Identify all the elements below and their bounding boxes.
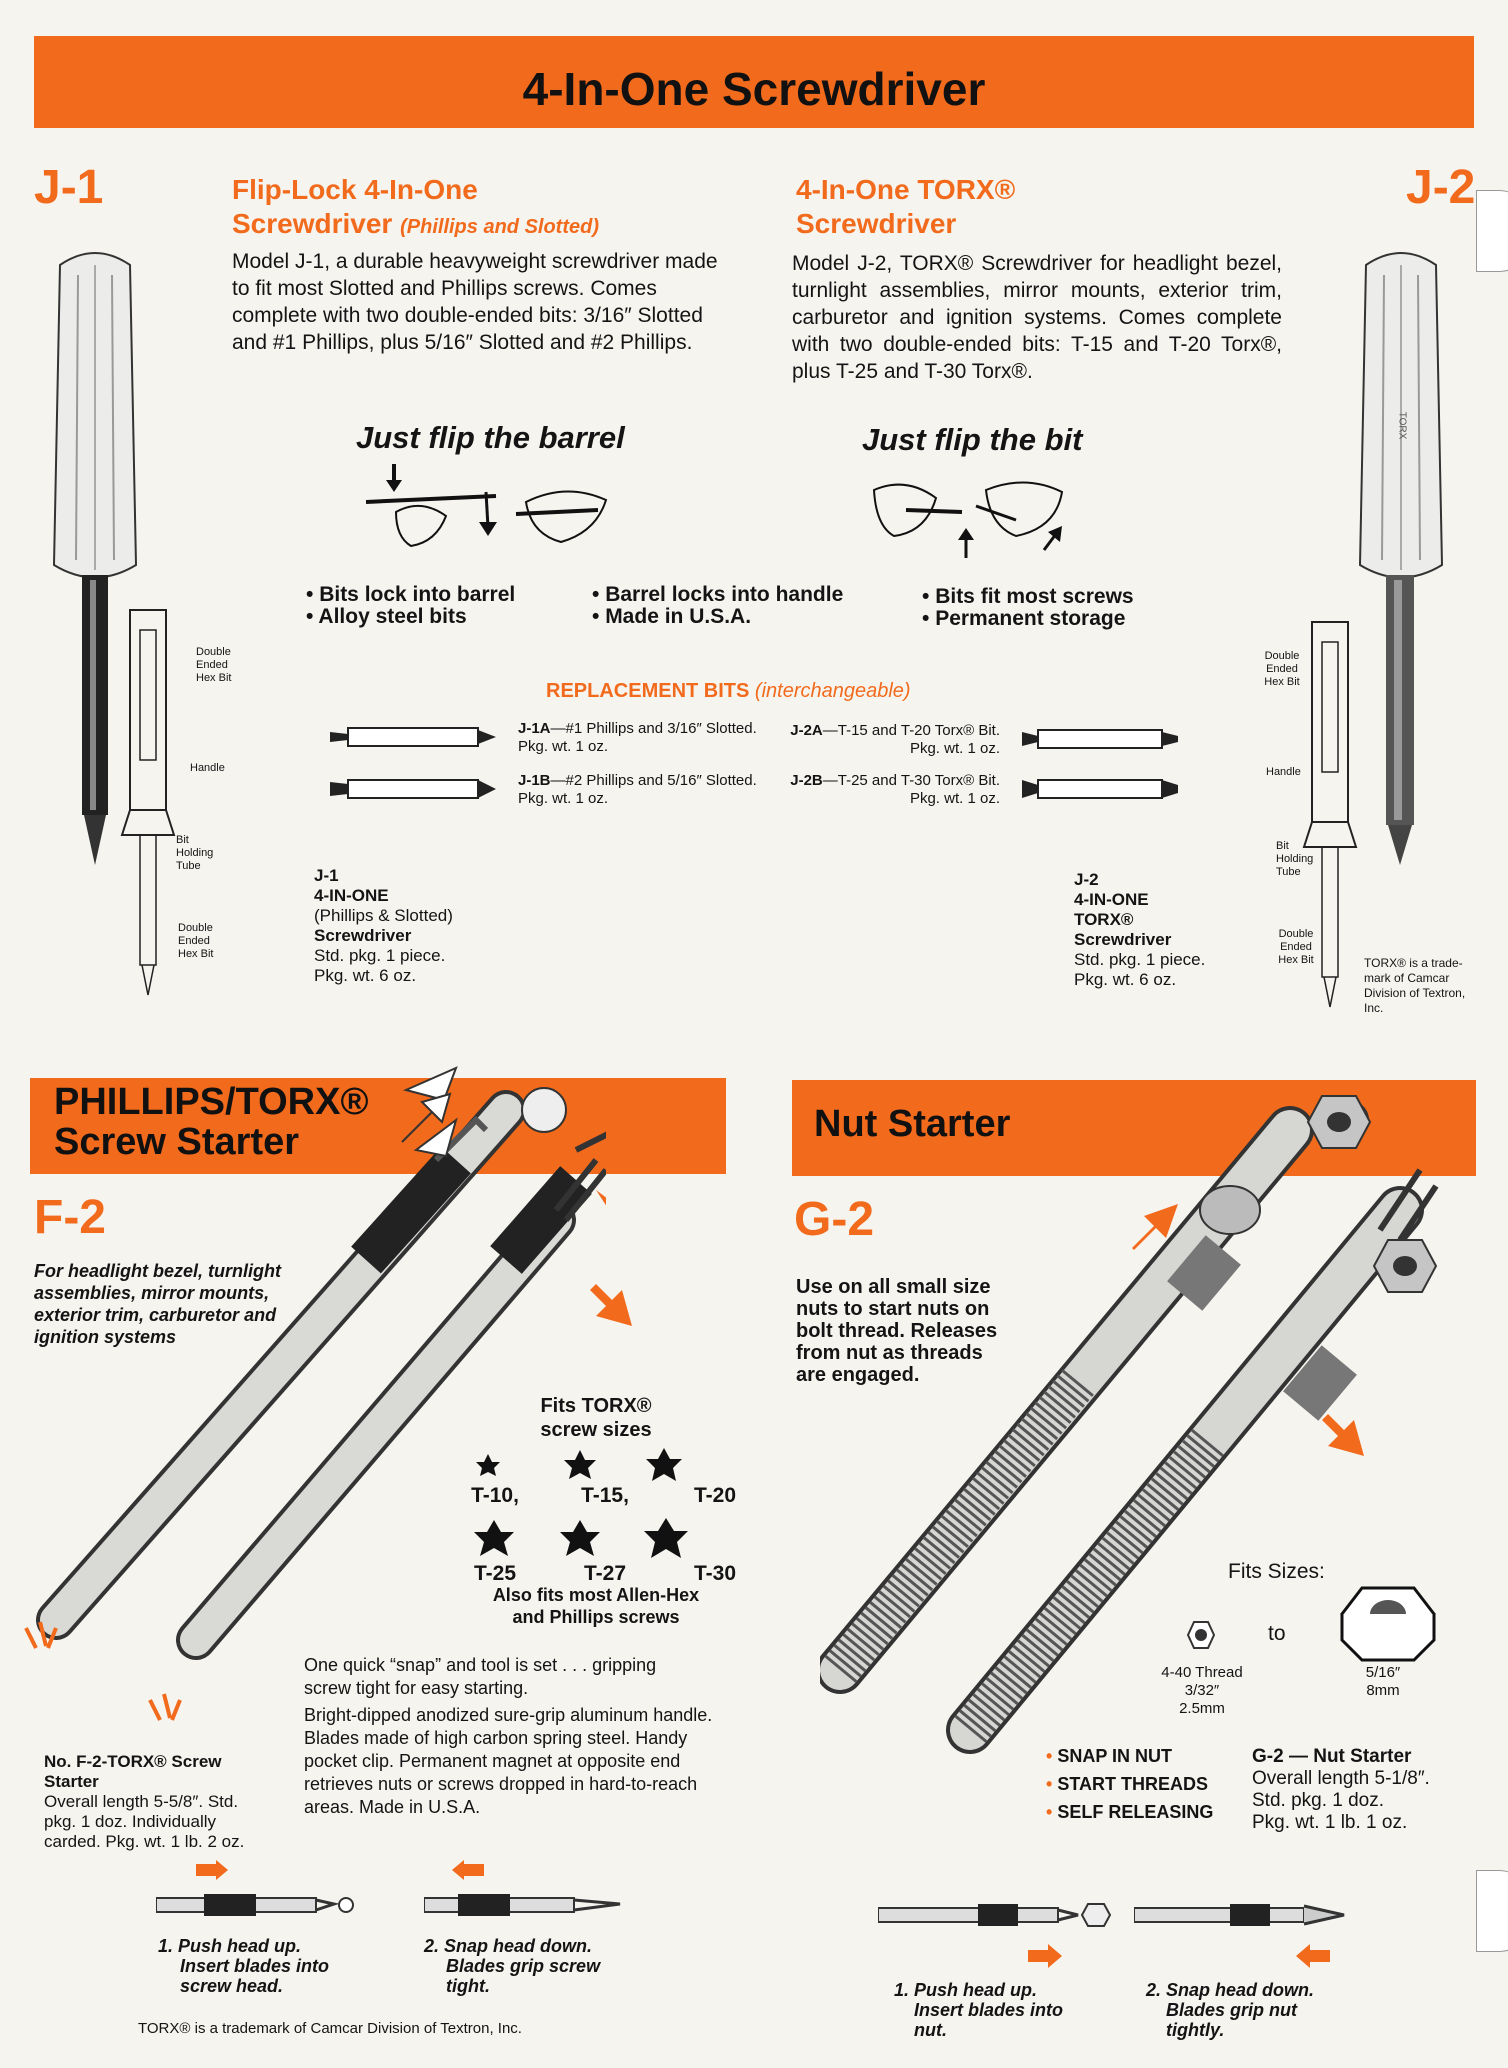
f2-description-p2: Bright-dipped anodized sure-grip aluminum handle. Blades made of high carbon spring steel. Handy pocket clip. Permanent magnet at opposite end retrieves nuts or screws dropped in hard-to-reach areas. Made in U.S.A. xyxy=(304,1705,713,1817)
g2-fits-sizes: Fits Sizes: xyxy=(1228,1560,1325,1583)
j1-flip-hands-illustration xyxy=(366,462,616,552)
bit-j2b-icon xyxy=(1020,774,1180,804)
replacement-weight: Pkg. wt. 1 oz. xyxy=(518,738,609,755)
torx-star-icons-row2 xyxy=(468,1518,698,1564)
replacement-code: J-2B xyxy=(790,772,823,789)
replacement-j1b xyxy=(518,772,757,808)
g2-step2-illustration xyxy=(1134,1896,1374,1972)
feature-item: • Permanent storage xyxy=(922,608,1134,630)
j1-label-bit-top: Double Ended Hex Bit xyxy=(196,646,232,684)
g2-large-size xyxy=(1348,1664,1418,1700)
torx-size-label: T-10, xyxy=(471,1484,519,1507)
binder-hole-top xyxy=(1476,190,1508,272)
j2-flip-caption: Just flip the bit xyxy=(862,422,1083,457)
f2-product-info xyxy=(44,1752,274,1852)
g2-product-line2: Std. pkg. 1 doz. xyxy=(1252,1790,1385,1811)
g2-step2-line1: 2. Snap head down. xyxy=(1146,1980,1315,2000)
g2-step1-line3: nut. xyxy=(914,2020,947,2040)
torx-size-label: T-30 xyxy=(693,1562,737,1585)
f2-spark-icon xyxy=(16,1618,66,1668)
binder-hole-bottom xyxy=(1476,1870,1508,1952)
f2-code: F-2 xyxy=(34,1191,106,1244)
replacement-text: —T-25 and T-30 Torx® Bit. xyxy=(822,772,1000,789)
feature-item: • Bits lock into barrel xyxy=(306,584,515,606)
g2-feature-item: • START THREADS xyxy=(1046,1774,1208,1794)
g2-feature-item: • SNAP IN NUT xyxy=(1046,1746,1172,1766)
bit-j2a-icon xyxy=(1020,724,1180,754)
g2-nut-icon-right xyxy=(1372,1236,1438,1296)
g2-small-size xyxy=(1156,1664,1248,1718)
g2-feature-text: START THREADS xyxy=(1057,1774,1208,1794)
j1-code: J-1 xyxy=(34,161,104,214)
replacement-j2b xyxy=(786,772,1000,808)
j1-title-line1: Flip-Lock 4-In-One xyxy=(232,174,478,205)
j2-title-line2: Screwdriver xyxy=(796,208,957,239)
g2-product-line3: Pkg. wt. 1 lb. 1 oz. xyxy=(1252,1812,1408,1833)
j2-code: J-2 xyxy=(1406,161,1476,214)
replacement-weight: Pkg. wt. 1 oz. xyxy=(909,790,1000,807)
j2-label-handle: Handle xyxy=(1266,766,1301,778)
g2-code: G-2 xyxy=(794,1193,875,1246)
g2-small-size-line1: 4-40 Thread xyxy=(1161,1664,1243,1681)
j2-handle-text: TORX xyxy=(1396,411,1408,440)
f2-step2-line1: 2. Snap head down. xyxy=(424,1936,593,1956)
g2-arrow-up-icon xyxy=(1126,1198,1182,1254)
g2-small-size-line3: 2.5mm xyxy=(1179,1700,1225,1717)
torx-size-label: T-15, xyxy=(581,1484,629,1507)
g2-step1-line1: 1. Push head up. xyxy=(894,1980,1038,2000)
g2-product-title: G-2 — Nut Starter xyxy=(1252,1746,1412,1767)
g2-step1-illustration xyxy=(878,1896,1118,1972)
replacement-weight: Pkg. wt. 1 oz. xyxy=(518,790,609,807)
features-col3 xyxy=(922,586,1134,630)
j2-trademark-note: TORX® is a trade-mark of Camcar Division of Textron, Inc. xyxy=(1364,956,1466,1015)
j2-product-line2: TORX® xyxy=(1074,910,1134,929)
j2-product-info xyxy=(1074,870,1205,990)
f2-spark-icon-2 xyxy=(140,1690,190,1740)
replacement-j2a xyxy=(786,722,1000,758)
f2-step1-line2: Insert blades into xyxy=(180,1956,330,1976)
j1-product-line2: (Phillips & Slotted) xyxy=(314,906,453,925)
j2-screwdriver-illustration xyxy=(1346,245,1456,885)
g2-small-size-line2: 3/32″ xyxy=(1184,1682,1220,1699)
f2-trademark: TORX® is a trademark of Camcar Division of Textron, Inc. xyxy=(138,2020,522,2037)
f2-also-fits-line2: and Phillips screws xyxy=(512,1607,680,1627)
features-col1 xyxy=(306,584,515,628)
f2-step1 xyxy=(158,1936,329,1996)
replacement-heading-text: REPLACEMENT BITS xyxy=(546,680,750,702)
g2-feature-text: SELF RELEASING xyxy=(1057,1802,1214,1822)
j1-product-code: J-1 xyxy=(314,866,339,885)
g2-step1-line2: Insert blades into xyxy=(914,2000,1064,2020)
j1-product-line4: Std. pkg. 1 piece. xyxy=(314,946,446,965)
j2-label-bit-bottom: Double Ended Hex Bit xyxy=(1278,928,1314,966)
g2-to-label: to xyxy=(1268,1622,1286,1645)
f2-also-fits xyxy=(446,1584,746,1628)
j2-product-line3: Screwdriver xyxy=(1074,930,1172,949)
f2-step2 xyxy=(424,1936,600,1996)
f2-uses: For headlight bezel, turnlight assemblies, mirror mounts, exterior trim, carburetor and ignition systems xyxy=(34,1261,281,1347)
f2-product-details: Overall length 5-5/8″. Std. pkg. 1 doz. Individually carded. Pkg. wt. 1 lb. 2 oz. xyxy=(44,1792,245,1851)
j1-product-line5: Pkg. wt. 6 oz. xyxy=(314,966,417,985)
f2-step2-line2: Blades grip screw xyxy=(446,1956,601,1976)
g2-step1 xyxy=(894,1980,1063,2040)
replacement-weight: Pkg. wt. 1 oz. xyxy=(909,740,1000,757)
f2-sizes-row2 xyxy=(460,1562,750,1586)
f2-arrow-up-icon xyxy=(392,1092,452,1152)
replacement-code: J-1B xyxy=(518,772,551,789)
j1-title xyxy=(232,173,599,244)
j1-flip-caption: Just flip the barrel xyxy=(356,420,625,455)
f2-description-p1: One quick “snap” and tool is set . . . gripping screw tight for easy starting. xyxy=(304,1655,657,1698)
torx-size-label: T-27 xyxy=(583,1562,627,1585)
f2-step1-line3: screw head. xyxy=(180,1976,284,1996)
g2-features xyxy=(1046,1742,1213,1826)
f2-arrow-down-icon xyxy=(586,1280,642,1336)
g2-large-nut-icon xyxy=(1338,1584,1438,1664)
feature-item: • Barrel locks into handle xyxy=(592,584,843,606)
g2-banner-title: Nut Starter xyxy=(814,1103,1011,1145)
j1-description: Model J-1, a durable heavyweight screwdriver made to fit most Slotted and Phillips screws. Comes complete with two double-ended bits: 3/16″ Slotted and #1 Phillips, plus 5/16″ Slotted and #2 Phillips. xyxy=(232,250,718,354)
j1-product-line1: 4-IN-ONE xyxy=(314,886,389,905)
torx-size-label: T-25 xyxy=(473,1562,517,1585)
replacement-j1a xyxy=(518,720,757,756)
f2-step2-line3: tight. xyxy=(446,1976,490,1996)
g2-product-line1: Overall length 5-1/8″. xyxy=(1252,1768,1430,1789)
j2-product-code: J-2 xyxy=(1074,870,1099,889)
torx-size-label: T-20 xyxy=(693,1484,737,1507)
j2-title xyxy=(796,173,1015,241)
g2-arrow-down-icon xyxy=(1318,1410,1374,1466)
f2-also-fits-line1: Also fits most Allen-Hex xyxy=(492,1585,700,1605)
g2-feature-text: SNAP IN NUT xyxy=(1057,1746,1172,1766)
replacement-code: J-1A xyxy=(518,720,551,737)
f2-step2-illustration xyxy=(424,1860,634,1930)
f2-fits-line1: Fits TORX® xyxy=(540,1395,652,1417)
j1-label-tube: Bit Holding Tube xyxy=(176,834,214,872)
g2-description: Use on all small size nuts to start nuts on bolt thread. Releases from nut as threads are engaged. xyxy=(796,1276,998,1386)
j2-label-bit-top: Double Ended Hex Bit xyxy=(1264,650,1300,688)
j1-label-handle: Handle xyxy=(190,762,225,774)
j1-label-bit-bottom: Double Ended Hex Bit xyxy=(178,922,214,960)
g2-large-size-line2: 8mm xyxy=(1366,1682,1400,1699)
features-col2 xyxy=(592,584,843,628)
g2-large-size-line1: 5/16″ xyxy=(1365,1664,1401,1681)
feature-item: • Made in U.S.A. xyxy=(592,606,843,628)
f2-step1-illustration xyxy=(156,1860,366,1930)
j2-title-line1: 4-In-One TORX® xyxy=(796,174,1016,205)
f2-banner-line1: PHILLIPS/TORX® xyxy=(54,1081,369,1123)
bit-j1a-icon xyxy=(328,722,498,752)
replacement-text: —T-15 and T-20 Torx® Bit. xyxy=(822,722,1000,739)
f2-product-title: No. F-2-TORX® Screw Starter xyxy=(44,1752,222,1791)
j2-label-tube: Bit Holding Tube xyxy=(1276,840,1314,878)
f2-sizes-row1 xyxy=(460,1484,750,1508)
replacement-heading xyxy=(546,680,911,703)
f2-fits-heading xyxy=(516,1394,676,1442)
j2-product-line5: Pkg. wt. 6 oz. xyxy=(1074,970,1177,989)
replacement-heading-sub: (interchangeable) xyxy=(754,680,911,702)
f2-step1-line1: 1. Push head up. xyxy=(158,1936,302,1956)
j1-product-info xyxy=(314,866,453,986)
f2-fits-line2: screw sizes xyxy=(540,1419,652,1441)
g2-product-info xyxy=(1252,1746,1430,1834)
g2-small-nut-icon xyxy=(1186,1620,1216,1650)
f2-banner-line2: Screw Starter xyxy=(54,1121,300,1163)
g2-step2 xyxy=(1146,1980,1314,2040)
page-title: 4-In-One Screwdriver xyxy=(522,63,986,115)
replacement-code: J-2A xyxy=(790,722,823,739)
g2-feature-item: • SELF RELEASING xyxy=(1046,1802,1214,1822)
bit-j1b-icon xyxy=(328,774,498,804)
torx-star-icons-row1 xyxy=(468,1446,698,1486)
replacement-text: —#1 Phillips and 3/16″ Slotted. xyxy=(550,720,757,737)
g2-nut-icon-top xyxy=(1306,1092,1372,1152)
feature-item: • Alloy steel bits xyxy=(306,606,515,628)
j2-flip-hands-illustration xyxy=(866,470,1076,560)
j2-product-line4: Std. pkg. 1 piece. xyxy=(1074,950,1206,969)
replacement-text: —#2 Phillips and 5/16″ Slotted. xyxy=(550,772,757,789)
g2-step2-line3: tightly. xyxy=(1166,2020,1225,2040)
j1-cutaway-diagram xyxy=(118,600,178,1000)
g2-step2-line2: Blades grip nut xyxy=(1166,2000,1298,2020)
j2-product-line1: 4-IN-ONE xyxy=(1074,890,1149,909)
j1-product-line3: Screwdriver xyxy=(314,926,412,945)
j1-title-sub: (Phillips and Slotted) xyxy=(400,216,599,238)
j1-title-line2: Screwdriver xyxy=(232,208,393,239)
j2-description: Model J-2, TORX® Screwdriver for headlight bezel, turnlight assemblies, mirror mounts, exterior trim, carburetor and ignition systems. Comes complete with two double-ended bits: T-15 and T-20 Torx®, plus T-25 and T-30 Torx®. xyxy=(792,252,1282,383)
feature-item: • Bits fit most screws xyxy=(922,586,1134,608)
